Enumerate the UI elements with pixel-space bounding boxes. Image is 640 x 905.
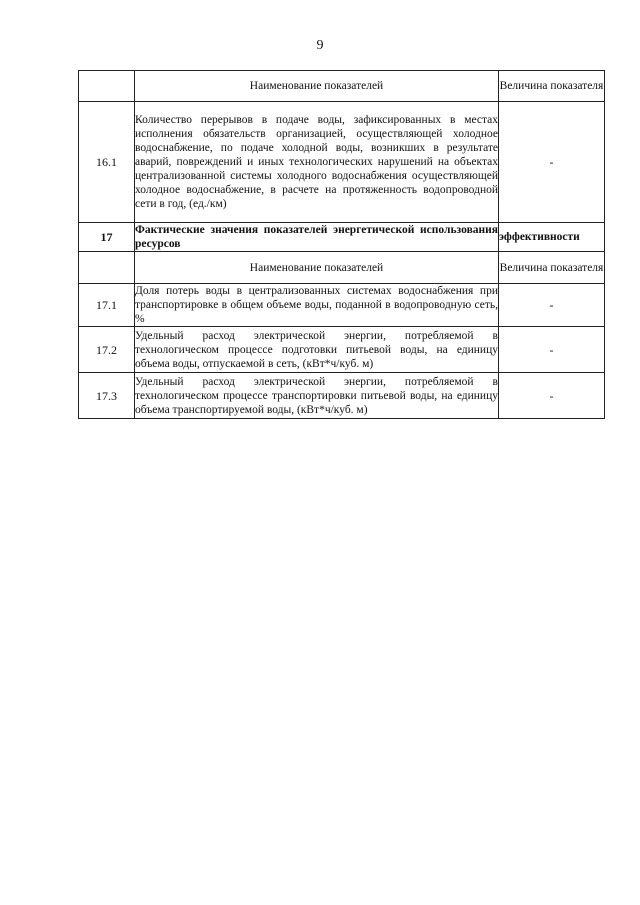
header-name-cell: Наименование показателей (135, 71, 499, 102)
indicators-table (78, 70, 605, 419)
table-row (79, 373, 605, 419)
row-value: - (499, 373, 605, 419)
section-title: Фактические значения показателей энергетической использования ресурсов (135, 224, 498, 250)
header-num-cell (79, 252, 135, 284)
header-value-cell: Величина показателя (499, 71, 605, 102)
table-header-row (79, 71, 605, 102)
section-title-tail: эффективности (499, 223, 605, 252)
row-number: 17.1 (79, 284, 135, 327)
table-row (79, 102, 605, 223)
header-value-cell: Величина показателя (499, 252, 605, 284)
row-number: 16.1 (79, 102, 135, 223)
row-value: - (499, 327, 605, 373)
row-description: Количество перерывов в подаче воды, зафиксированных в местах исполнения обязательств организацией, осуществляющей холодное водоснабжение, по подаче холодной воды, возникших в результате аварий, повреждений и иных технологических нарушений на объектах централизованной системы холодного водоснабжения осуществляющей холодное водоснабжение, в расчете на протяженность водопроводной сети в год, (ед./км) (135, 102, 499, 223)
row-number: 17.3 (79, 373, 135, 419)
header-name-cell: Наименование показателей (135, 252, 499, 284)
section-row (79, 223, 605, 252)
row-description: Доля потерь воды в централизованных системах водоснабжения при транспортировке в общем объеме воды, поданной в водопроводную сеть, % (135, 285, 498, 325)
header-num-cell (79, 71, 135, 102)
section-number: 17 (79, 223, 135, 252)
page-number: 9 (316, 38, 324, 53)
row-value: - (499, 284, 605, 327)
table-header-row (79, 252, 605, 284)
row-value: - (499, 102, 605, 223)
row-description: Удельный расход электрической энергии, потребляемой в технологическом процессе подготовки питьевой воды, на единицу объема воды, отпускаемой в сеть, (кВт*ч/куб. м) (135, 327, 499, 373)
row-number: 17.2 (79, 327, 135, 373)
table-row (79, 327, 605, 373)
table-row (79, 284, 605, 327)
row-description: Удельный расход электрической энергии, потребляемой в технологическом процессе транспортировки питьевой воды, на единицу объема транспортируемой воды, (кВт*ч/куб. м) (135, 373, 499, 419)
